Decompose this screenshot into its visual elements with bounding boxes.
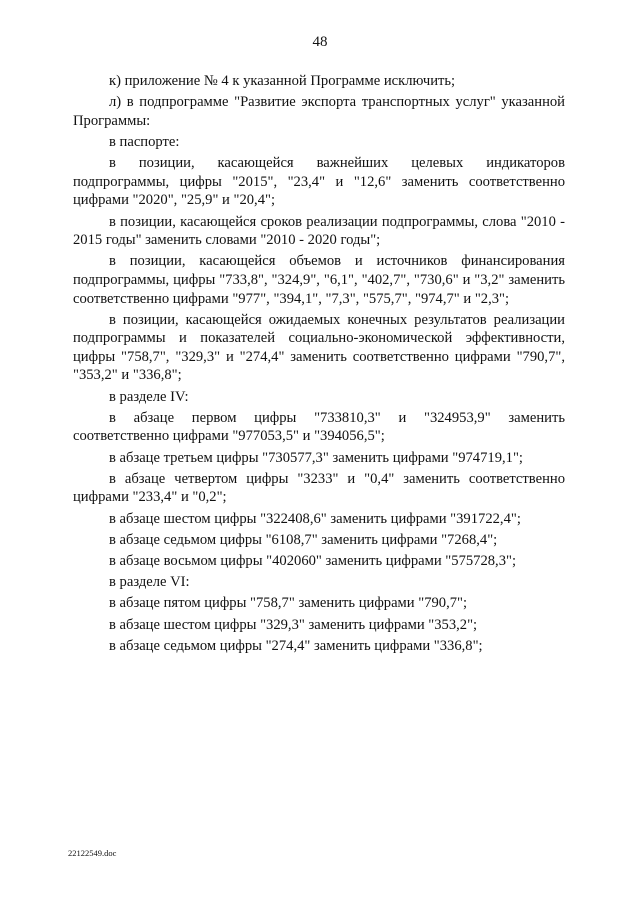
page-number: 48 <box>312 34 328 50</box>
paragraph-section-iv-eighth: в абзаце восьмом цифры "402060" заменить цифрами "575728,3"; <box>109 552 517 569</box>
paragraph-item-k: к) приложение № 4 к указанной Программе исключить; <box>109 73 456 89</box>
paragraph-funding-sources: в позиции, касающейся объемов и источников финансирования подпрограммы, цифры "733,8", "324,9", "6,1", "402,7", "730,6" и "3,2" заменить соответственно цифрами "977", "394,1", "7,3", "575,7", "974,7" и "2,3"; <box>73 253 565 307</box>
document-body <box>73 72 565 658</box>
paragraph-section-iv-third: в абзаце третьем цифры "730577,3" заменить цифрами "974719,1"; <box>109 449 523 466</box>
paragraph-target-indicators: в позиции, касающейся важнейших целевых индикаторов подпрограммы, цифры "2015", "23,4" и "12,6" заменить соответственно цифрами "2020", "25,9" и "20,4"; <box>73 155 565 209</box>
document-code: 22122549.doc <box>68 848 117 858</box>
paragraph-section-vi-seventh: в абзаце седьмом цифры "274,4" заменить цифрами "336,8"; <box>109 637 483 654</box>
paragraph-implementation-period: в позиции, касающейся сроков реализации подпрограммы, слова "2010 - 2015 годы" заменить словами "2010 - 2020 годы"; <box>73 213 565 249</box>
paragraph-section-iv-heading: в разделе IV: <box>109 388 189 405</box>
paragraph-section-iv-sixth: в абзаце шестом цифры "322408,6" заменить цифрами "391722,4"; <box>109 510 521 527</box>
paragraph-section-vi-heading: в разделе VI: <box>109 574 190 591</box>
paragraph-section-iv-seventh: в абзаце седьмом цифры "6108,7" заменить цифрами "7268,4"; <box>109 531 498 548</box>
paragraph-item-l: л) в подпрограмме "Развитие экспорта транспортных услуг" указанной Программы: <box>73 94 565 129</box>
paragraph-expected-results: в позиции, касающейся ожидаемых конечных результатов реализации подпрограммы и показателей социально-экономической эффективности, цифры "758,7", "329,3" и "274,4" заменить соответственно цифрами "790,7", "353,2" и "336,8"; <box>73 311 565 384</box>
paragraph-section-iv-first: в абзаце первом цифры "733810,3" и "324953,9" заменить соответственно цифрами "977053,5" и "394056,5"; <box>73 409 565 445</box>
paragraph-section-vi-sixth: в абзаце шестом цифры "329,3" заменить цифрами "353,2"; <box>109 616 478 633</box>
paragraph-passport-heading: в паспорте: <box>109 133 180 150</box>
paragraph-section-vi-fifth: в абзаце пятом цифры "758,7" заменить цифрами "790,7"; <box>109 595 468 612</box>
paragraph-section-iv-fourth: в абзаце четвертом цифры "3233" и "0,4" заменить соответственно цифрами "233,4" и "0,2"; <box>73 470 565 506</box>
